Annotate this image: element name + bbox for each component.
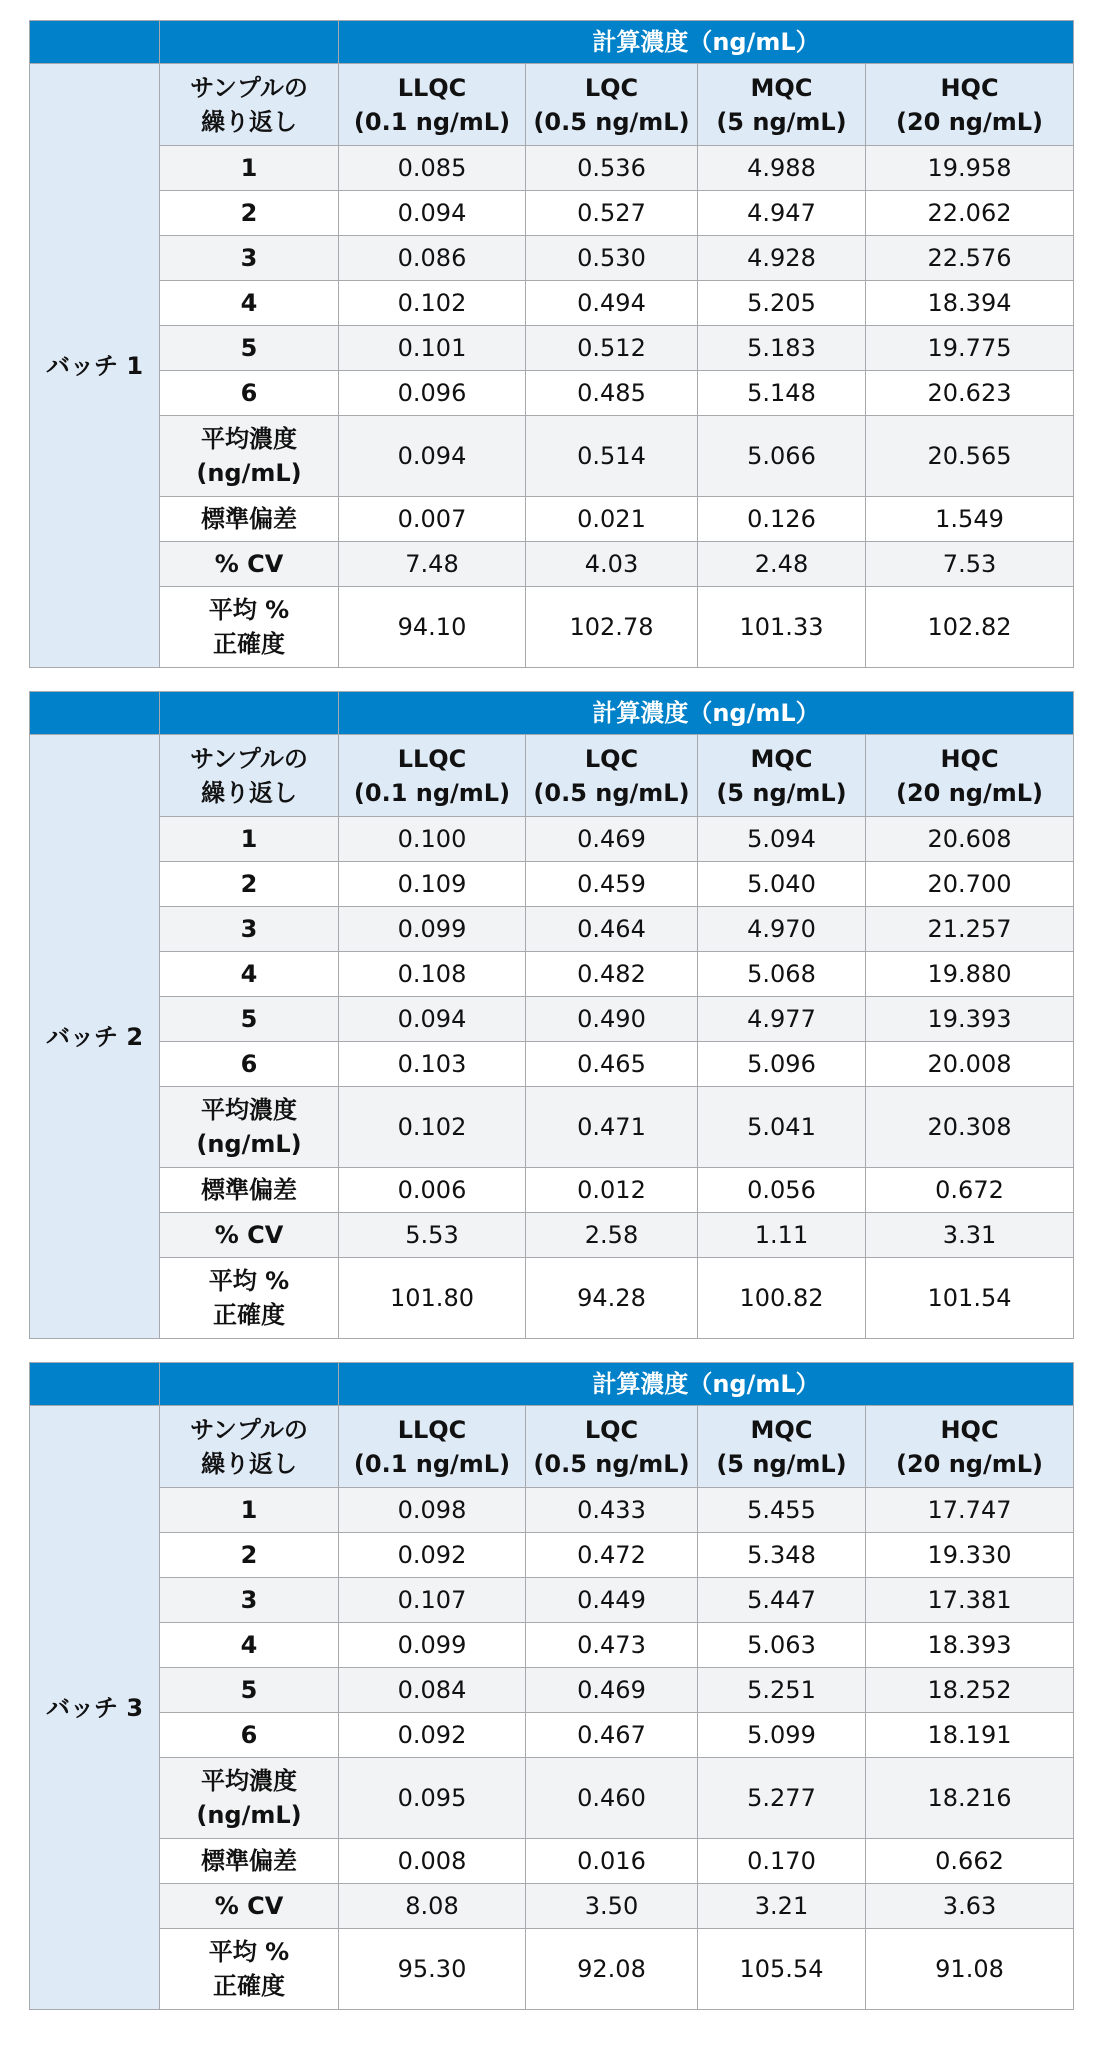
table-row <box>30 1213 1074 1258</box>
value-cell: 20.008 <box>866 1042 1074 1087</box>
value-cell: 0.473 <box>526 1623 698 1668</box>
batch-table <box>29 691 1074 1339</box>
value-cell: 0.096 <box>339 371 526 416</box>
header-blank <box>160 21 339 64</box>
batch-label: バッチ 2 <box>30 735 160 1339</box>
value-cell: 20.565 <box>866 416 1074 497</box>
value-cell: 0.006 <box>339 1168 526 1213</box>
value-cell: 5.094 <box>698 817 866 862</box>
value-cell: 0.094 <box>339 416 526 497</box>
value-cell: 95.30 <box>339 1929 526 2010</box>
value-cell: 5.447 <box>698 1578 866 1623</box>
row-label: 平均 % 正確度 <box>160 587 339 668</box>
row-label: 5 <box>160 997 339 1042</box>
batch-table <box>29 20 1074 668</box>
header-blank <box>30 21 160 64</box>
row-label: 平均濃度 (ng/mL) <box>160 1758 339 1839</box>
value-cell: 3.50 <box>526 1884 698 1929</box>
value-cell: 0.460 <box>526 1758 698 1839</box>
value-cell: 0.126 <box>698 497 866 542</box>
column-header: LLQC (0.1 ng/mL) <box>339 1406 526 1488</box>
row-label: 1 <box>160 146 339 191</box>
column-header: サンプルの 繰り返し <box>160 735 339 817</box>
value-cell: 0.482 <box>526 952 698 997</box>
row-label: 3 <box>160 236 339 281</box>
calculated-concentration-header: 計算濃度（ng/mL） <box>339 1363 1074 1406</box>
value-cell: 94.10 <box>339 587 526 668</box>
value-cell: 0.021 <box>526 497 698 542</box>
value-cell: 19.775 <box>866 326 1074 371</box>
row-label: 標準偏差 <box>160 1168 339 1213</box>
value-cell: 5.277 <box>698 1758 866 1839</box>
value-cell: 1.11 <box>698 1213 866 1258</box>
value-cell: 0.469 <box>526 1668 698 1713</box>
table-row <box>30 1533 1074 1578</box>
value-cell: 0.095 <box>339 1758 526 1839</box>
table-row <box>30 862 1074 907</box>
table-row <box>30 952 1074 997</box>
batch-label: バッチ 3 <box>30 1406 160 2010</box>
value-cell: 5.068 <box>698 952 866 997</box>
value-cell: 0.007 <box>339 497 526 542</box>
value-cell: 0.085 <box>339 146 526 191</box>
value-cell: 18.216 <box>866 1758 1074 1839</box>
value-cell: 19.958 <box>866 146 1074 191</box>
value-cell: 94.28 <box>526 1258 698 1339</box>
value-cell: 5.096 <box>698 1042 866 1087</box>
row-label: % CV <box>160 1213 339 1258</box>
table-row <box>30 542 1074 587</box>
value-cell: 5.205 <box>698 281 866 326</box>
value-cell: 0.459 <box>526 862 698 907</box>
value-cell: 101.80 <box>339 1258 526 1339</box>
value-cell: 102.78 <box>526 587 698 668</box>
value-cell: 4.977 <box>698 997 866 1042</box>
column-header: HQC (20 ng/mL) <box>866 1406 1074 1488</box>
value-cell: 20.308 <box>866 1087 1074 1168</box>
value-cell: 5.099 <box>698 1713 866 1758</box>
value-cell: 0.084 <box>339 1668 526 1713</box>
calculated-concentration-header: 計算濃度（ng/mL） <box>339 692 1074 735</box>
value-cell: 0.008 <box>339 1839 526 1884</box>
value-cell: 91.08 <box>866 1929 1074 2010</box>
value-cell: 17.747 <box>866 1488 1074 1533</box>
value-cell: 0.094 <box>339 191 526 236</box>
table-row <box>30 1488 1074 1533</box>
value-cell: 0.469 <box>526 817 698 862</box>
row-label: 3 <box>160 1578 339 1623</box>
value-cell: 0.103 <box>339 1042 526 1087</box>
column-header: MQC (5 ng/mL) <box>698 1406 866 1488</box>
value-cell: 19.880 <box>866 952 1074 997</box>
table-row <box>30 191 1074 236</box>
row-label: 3 <box>160 907 339 952</box>
value-cell: 0.465 <box>526 1042 698 1087</box>
batch-table <box>29 1362 1074 2010</box>
table-row <box>30 817 1074 862</box>
row-label: 1 <box>160 1488 339 1533</box>
value-cell: 4.947 <box>698 191 866 236</box>
value-cell: 0.094 <box>339 997 526 1042</box>
value-cell: 0.514 <box>526 416 698 497</box>
qc-results-tables <box>29 20 1073 2033</box>
table-row <box>30 907 1074 952</box>
value-cell: 5.53 <box>339 1213 526 1258</box>
table-row <box>30 1713 1074 1758</box>
value-cell: 21.257 <box>866 907 1074 952</box>
calculated-concentration-header: 計算濃度（ng/mL） <box>339 21 1074 64</box>
column-header: HQC (20 ng/mL) <box>866 735 1074 817</box>
column-header: LLQC (0.1 ng/mL) <box>339 735 526 817</box>
value-cell: 0.472 <box>526 1533 698 1578</box>
table-row <box>30 1839 1074 1884</box>
table-row <box>30 371 1074 416</box>
value-cell: 22.576 <box>866 236 1074 281</box>
value-cell: 5.251 <box>698 1668 866 1713</box>
column-header: LQC (0.5 ng/mL) <box>526 735 698 817</box>
value-cell: 5.040 <box>698 862 866 907</box>
value-cell: 18.394 <box>866 281 1074 326</box>
header-blank <box>160 1363 339 1406</box>
value-cell: 0.056 <box>698 1168 866 1213</box>
column-header: サンプルの 繰り返し <box>160 1406 339 1488</box>
value-cell: 0.467 <box>526 1713 698 1758</box>
column-header: サンプルの 繰り返し <box>160 64 339 146</box>
value-cell: 20.623 <box>866 371 1074 416</box>
value-cell: 0.536 <box>526 146 698 191</box>
value-cell: 100.82 <box>698 1258 866 1339</box>
value-cell: 0.099 <box>339 907 526 952</box>
value-cell: 2.58 <box>526 1213 698 1258</box>
value-cell: 5.455 <box>698 1488 866 1533</box>
value-cell: 3.63 <box>866 1884 1074 1929</box>
value-cell: 0.101 <box>339 326 526 371</box>
value-cell: 0.490 <box>526 997 698 1042</box>
value-cell: 18.191 <box>866 1713 1074 1758</box>
value-cell: 0.108 <box>339 952 526 997</box>
value-cell: 20.700 <box>866 862 1074 907</box>
value-cell: 7.53 <box>866 542 1074 587</box>
column-header: LQC (0.5 ng/mL) <box>526 1406 698 1488</box>
column-header: MQC (5 ng/mL) <box>698 64 866 146</box>
value-cell: 0.092 <box>339 1533 526 1578</box>
row-label: % CV <box>160 1884 339 1929</box>
value-cell: 4.970 <box>698 907 866 952</box>
column-header: LQC (0.5 ng/mL) <box>526 64 698 146</box>
row-label: 5 <box>160 1668 339 1713</box>
table-row <box>30 236 1074 281</box>
value-cell: 0.170 <box>698 1839 866 1884</box>
value-cell: 101.54 <box>866 1258 1074 1339</box>
value-cell: 0.107 <box>339 1578 526 1623</box>
value-cell: 0.092 <box>339 1713 526 1758</box>
value-cell: 0.471 <box>526 1087 698 1168</box>
value-cell: 1.549 <box>866 497 1074 542</box>
row-label: 平均 % 正確度 <box>160 1929 339 2010</box>
header-blank <box>30 692 160 735</box>
value-cell: 4.03 <box>526 542 698 587</box>
value-cell: 0.086 <box>339 236 526 281</box>
value-cell: 101.33 <box>698 587 866 668</box>
value-cell: 5.183 <box>698 326 866 371</box>
table-row <box>30 416 1074 497</box>
row-label: 6 <box>160 371 339 416</box>
value-cell: 0.102 <box>339 281 526 326</box>
table-row <box>30 1258 1074 1339</box>
row-label: 6 <box>160 1713 339 1758</box>
table-row <box>30 326 1074 371</box>
value-cell: 105.54 <box>698 1929 866 2010</box>
value-cell: 0.512 <box>526 326 698 371</box>
value-cell: 102.82 <box>866 587 1074 668</box>
value-cell: 20.608 <box>866 817 1074 862</box>
row-label: 平均濃度 (ng/mL) <box>160 1087 339 1168</box>
value-cell: 0.449 <box>526 1578 698 1623</box>
header-blank <box>160 692 339 735</box>
value-cell: 4.988 <box>698 146 866 191</box>
value-cell: 5.148 <box>698 371 866 416</box>
value-cell: 0.100 <box>339 817 526 862</box>
row-label: 2 <box>160 1533 339 1578</box>
value-cell: 5.066 <box>698 416 866 497</box>
value-cell: 4.928 <box>698 236 866 281</box>
value-cell: 17.381 <box>866 1578 1074 1623</box>
value-cell: 0.527 <box>526 191 698 236</box>
value-cell: 0.485 <box>526 371 698 416</box>
table-row <box>30 1668 1074 1713</box>
value-cell: 0.433 <box>526 1488 698 1533</box>
value-cell: 0.098 <box>339 1488 526 1533</box>
value-cell: 0.099 <box>339 1623 526 1668</box>
table-row <box>30 997 1074 1042</box>
table-row <box>30 497 1074 542</box>
value-cell: 7.48 <box>339 542 526 587</box>
value-cell: 5.063 <box>698 1623 866 1668</box>
batch-label: バッチ 1 <box>30 64 160 668</box>
value-cell: 0.109 <box>339 862 526 907</box>
value-cell: 22.062 <box>866 191 1074 236</box>
value-cell: 0.530 <box>526 236 698 281</box>
row-label: 1 <box>160 817 339 862</box>
value-cell: 18.393 <box>866 1623 1074 1668</box>
row-label: 2 <box>160 191 339 236</box>
value-cell: 19.330 <box>866 1533 1074 1578</box>
value-cell: 5.348 <box>698 1533 866 1578</box>
row-label: 標準偏差 <box>160 1839 339 1884</box>
value-cell: 18.252 <box>866 1668 1074 1713</box>
row-label: 標準偏差 <box>160 497 339 542</box>
row-label: 5 <box>160 326 339 371</box>
row-label: 4 <box>160 1623 339 1668</box>
value-cell: 0.012 <box>526 1168 698 1213</box>
value-cell: 2.48 <box>698 542 866 587</box>
row-label: 平均 % 正確度 <box>160 1258 339 1339</box>
value-cell: 92.08 <box>526 1929 698 2010</box>
table-row <box>30 1884 1074 1929</box>
header-blank <box>30 1363 160 1406</box>
column-header: MQC (5 ng/mL) <box>698 735 866 817</box>
column-header: LLQC (0.1 ng/mL) <box>339 64 526 146</box>
row-label: 4 <box>160 281 339 326</box>
table-row <box>30 1929 1074 2010</box>
table-row <box>30 1168 1074 1213</box>
row-label: 4 <box>160 952 339 997</box>
value-cell: 0.102 <box>339 1087 526 1168</box>
table-row <box>30 1042 1074 1087</box>
table-row <box>30 1578 1074 1623</box>
value-cell: 0.494 <box>526 281 698 326</box>
value-cell: 8.08 <box>339 1884 526 1929</box>
row-label: 平均濃度 (ng/mL) <box>160 416 339 497</box>
table-row <box>30 1623 1074 1668</box>
table-row <box>30 587 1074 668</box>
table-row <box>30 1758 1074 1839</box>
value-cell: 19.393 <box>866 997 1074 1042</box>
table-row <box>30 281 1074 326</box>
value-cell: 0.672 <box>866 1168 1074 1213</box>
value-cell: 3.21 <box>698 1884 866 1929</box>
value-cell: 0.662 <box>866 1839 1074 1884</box>
value-cell: 5.041 <box>698 1087 866 1168</box>
column-header: HQC (20 ng/mL) <box>866 64 1074 146</box>
table-row <box>30 146 1074 191</box>
value-cell: 3.31 <box>866 1213 1074 1258</box>
table-row <box>30 1087 1074 1168</box>
row-label: % CV <box>160 542 339 587</box>
row-label: 2 <box>160 862 339 907</box>
row-label: 6 <box>160 1042 339 1087</box>
value-cell: 0.464 <box>526 907 698 952</box>
value-cell: 0.016 <box>526 1839 698 1884</box>
